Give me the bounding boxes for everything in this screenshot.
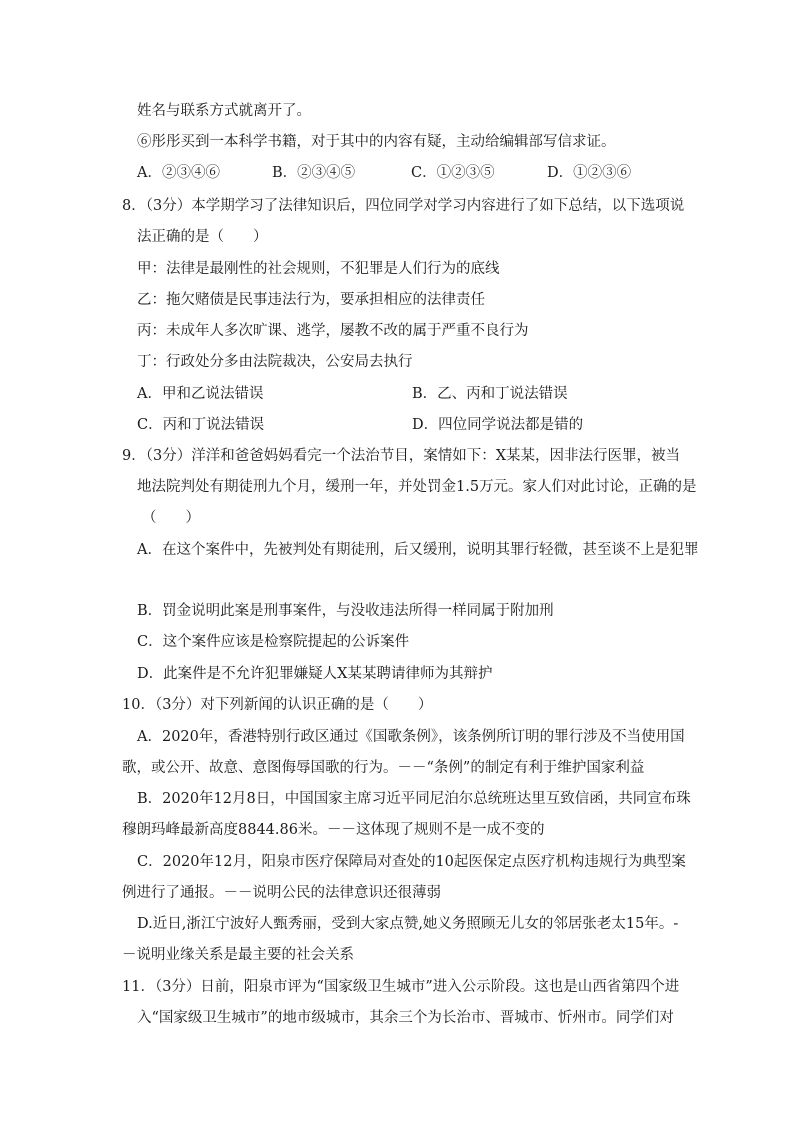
q10-option-a-line2: 歌，或公开、故意、意图侮辱国歌的行为。－－“条例”的制定有利于维护国家利益 xyxy=(122,760,645,776)
q10-option-c-line1: C．2020年12月，阳泉市医疗保障局对查处的10起医保定点医疗机构违规行为典型案 xyxy=(137,854,686,870)
q7-option-d: D．①②③⑥ xyxy=(547,165,632,181)
q8-option-b: B．乙、丙和丁说法错误 xyxy=(412,386,568,402)
q9-stem-line3: （ ） xyxy=(142,510,200,526)
q8-option-c: C．丙和丁说法错误 xyxy=(137,417,265,433)
q10-option-d-line1: D.近日,浙江宁波好人甄秀丽，受到大家点赞,她义务照顾无儿女的邻居张老太15年。- xyxy=(137,916,679,932)
q10-option-b-line1: B．2020年12月8日，中国国家主席习近平同尼泊尔总统班达里互致信函，共同宣布珠 xyxy=(137,791,691,807)
q11-stem-line2: 入“国家级卫生城市”的地市级城市，其余三个为长治市、晋城市、忻州市。同学们对 xyxy=(137,1010,674,1026)
q8-statement-jia: 甲：法律是最刚性的社会规则，不犯罪是人们行为的底线 xyxy=(137,261,500,277)
q11-stem-line1: 11．（3分）日前，阳泉市评为“国家级卫生城市”进入公示阶段。这也是山西省第四个进 xyxy=(122,979,680,995)
q10-option-c-line2: 例进行了通报。－－说明公民的法律意识还很薄弱 xyxy=(122,885,441,901)
q8-statement-yi: 乙：拖欠赌债是民事违法行为，要承担相应的法律责任 xyxy=(137,292,485,308)
q10-option-a-line1: A．2020年，香港特别行政区通过《国歌条例》，该条例所订明的罪行涉及不当使用国 xyxy=(137,729,685,745)
q7-item-6: ⑥彤彤买到一本科学书籍，对于其中的内容有疑，主动给编辑部写信求证。 xyxy=(137,134,616,150)
q9-option-b: B．罚金说明此案是刑事案件，与没收违法所得一样同属于附加刑 xyxy=(137,603,554,619)
q7-option-a: A．②③④⑥ xyxy=(137,165,220,181)
q9-option-d: D．此案件是不允许犯罪嫌疑人X某某聘请律师为其辩护 xyxy=(137,666,493,682)
q9-option-a: A．在这个案件中，先被判处有期徒刑，后又缓刑，说明其罪行轻微，甚至谈不上是犯罪 xyxy=(137,542,699,558)
q7-option-c: C．①②③⑤ xyxy=(411,165,495,181)
q9-option-c: C．这个案件应该是检察院提起的公诉案件 xyxy=(137,634,410,650)
q10-option-b-line2: 穆朗玛峰最新高度8844.86米。－－这体现了规则不是一成不变的 xyxy=(122,822,545,838)
q8-option-d: D．四位同学说法都是错的 xyxy=(412,417,584,433)
q10-option-d-line2: －说明业缘关系是最主要的社会关系 xyxy=(122,947,354,963)
q8-stem-line1: 8．（3分）本学期学习了法律知识后，四位同学对学习内容进行了如下总结，以下选项说 xyxy=(122,198,685,214)
q9-stem-line1: 9．（3分）洋洋和爸爸妈妈看完一个法治节目，案情如下：X某某，因非法行医罪，被当 xyxy=(122,448,681,464)
q8-option-a: A．甲和乙说法错误 xyxy=(137,386,264,402)
q10-stem: 10．（3分）对下列新闻的认识正确的是（ ） xyxy=(122,697,433,713)
q7-option-b: B．②③④⑤ xyxy=(272,165,356,181)
q9-stem-line2: 地法院判处有期徒刑九个月，缓刑一年，并处罚金1.5万元。家人们对此讨论，正确的是 xyxy=(137,479,697,495)
q8-statement-ding: 丁：行政处分多由法院裁决，公安局去执行 xyxy=(137,354,413,370)
q8-statement-bing: 丙：未成年人多次旷课、逃学，屡教不改的属于严重不良行为 xyxy=(137,323,529,339)
q7-continued-line: 姓名与联系方式就离开了。 xyxy=(137,103,311,119)
q8-stem-line2: 法正确的是（ ） xyxy=(137,229,268,245)
